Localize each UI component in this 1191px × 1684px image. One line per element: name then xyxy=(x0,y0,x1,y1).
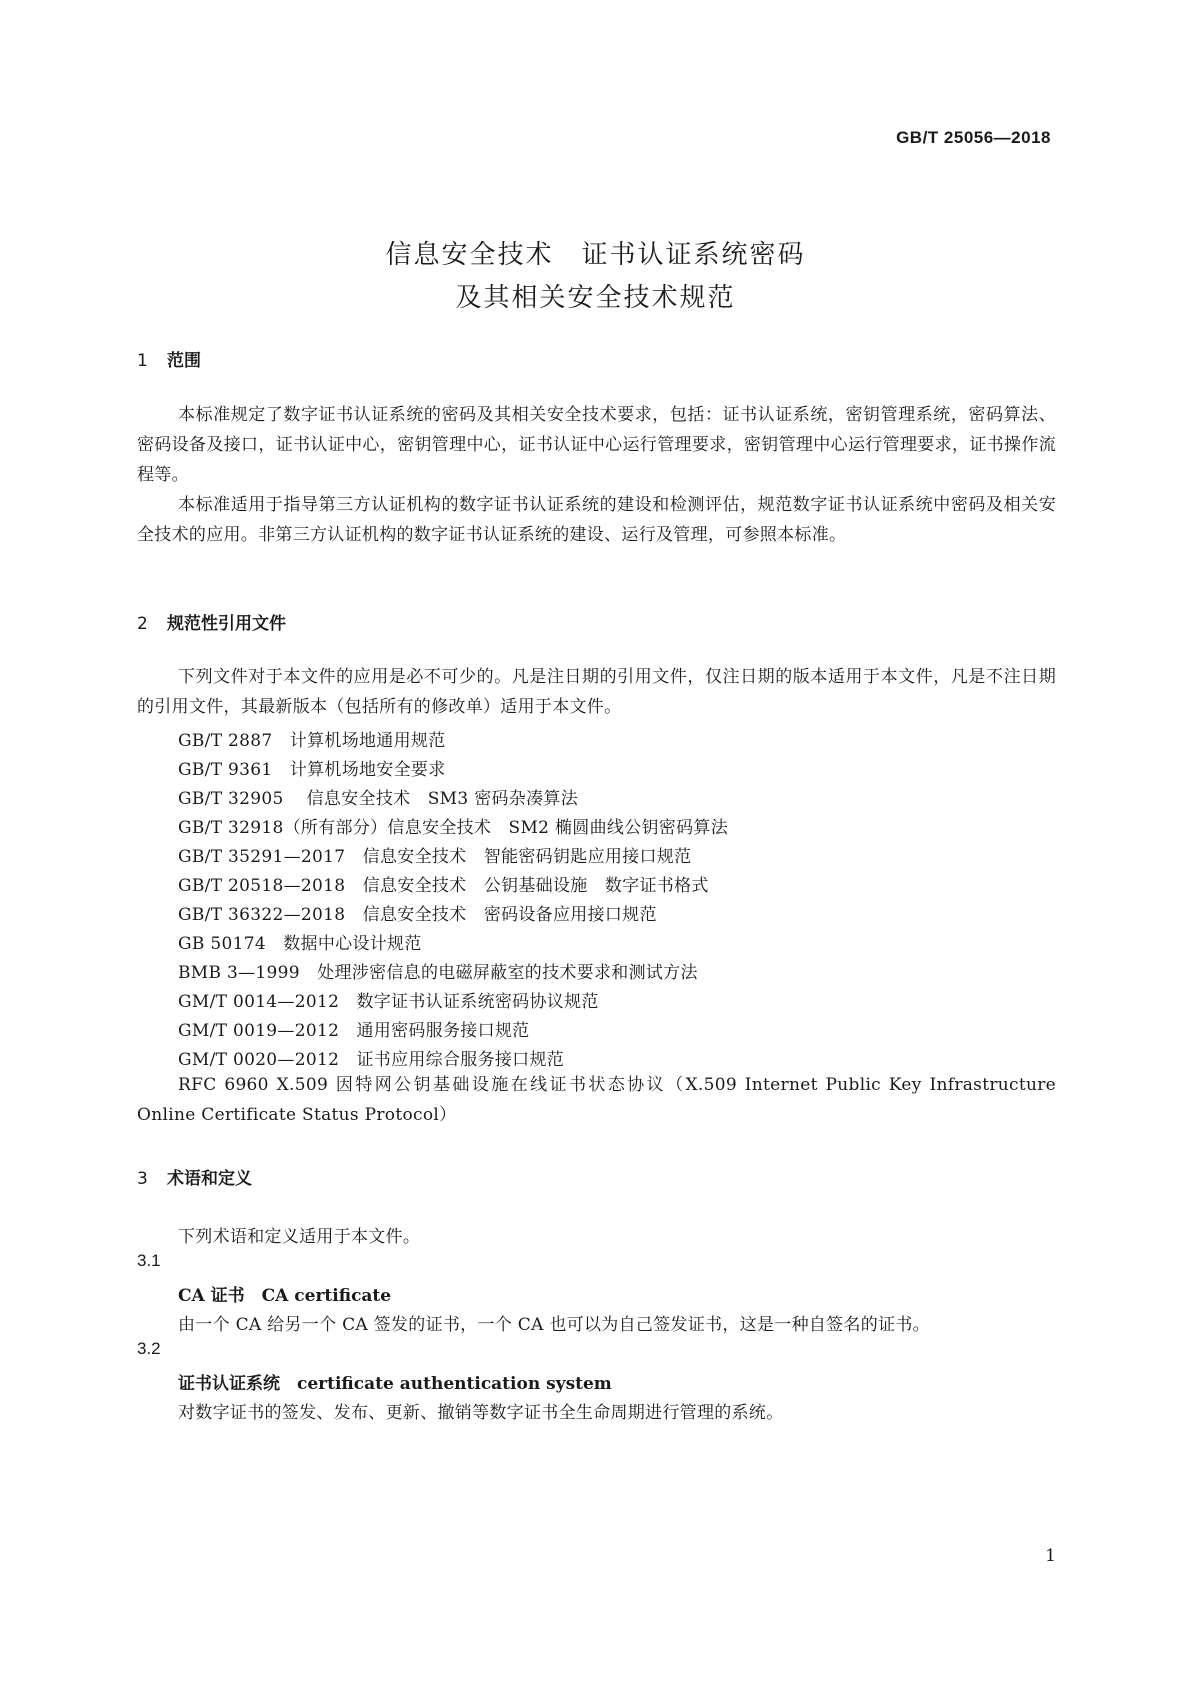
reference-item: BMB 3—1999 处理涉密信息的电磁屏蔽室的技术要求和测试方法 xyxy=(178,963,698,983)
section-title: 术语和定义 xyxy=(167,1169,252,1189)
section-2-heading xyxy=(137,609,286,634)
document-title-line-2: 及其相关安全技术规范 xyxy=(455,283,736,313)
term-definition: 对数字证书的签发、发布、更新、撤销等数字证书全生命周期进行管理的系统。 xyxy=(178,1403,784,1423)
section-title: 规范性引用文件 xyxy=(167,614,286,634)
section-number: 2 xyxy=(137,614,148,634)
term-title: 证书认证系统 certificate authentication system xyxy=(178,1374,612,1394)
section-2-intro: 下列文件对于本文件的应用是必不可少的。凡是注日期的引用文件，仅注日期的版本适用于本文件，凡是不注日期的引用文件，其最新版本（包括所有的修改单）适用于本文件。 xyxy=(137,667,1056,717)
section-1-paragraph: 本标准规定了数字证书认证系统的密码及其相关安全技术要求，包括：证书认证系统，密钥管理系统，密码算法、密码设备及接口，证书认证中心，密钥管理中心，证书认证中心运行管理要求，密钥管理中心运行管理要求，证书操作流程等。 xyxy=(137,405,1056,485)
reference-item: GB/T 2887 计算机场地通用规范 xyxy=(178,731,446,751)
page-number: 1 xyxy=(1045,1546,1056,1566)
term-number: 3.2 xyxy=(137,1339,161,1358)
section-title: 范围 xyxy=(167,351,201,371)
section-3-heading xyxy=(137,1164,252,1189)
reference-item: GB 50174 数据中心设计规范 xyxy=(178,934,422,954)
reference-item: GB/T 32918（所有部分）信息安全技术 SM2 椭圆曲线公钥密码算法 xyxy=(178,818,728,838)
standard-code: GB/T 25056—2018 xyxy=(896,128,1051,147)
reference-item: GB/T 9361 计算机场地安全要求 xyxy=(178,760,446,780)
reference-item: GB/T 32905 信息安全技术 SM3 密码杂凑算法 xyxy=(178,789,578,809)
term-definition: 由一个 CA 给另一个 CA 签发的证书，一个 CA 也可以为自己签发证书，这是一种自签名的证书。 xyxy=(178,1315,930,1335)
reference-item: GB/T 35291—2017 信息安全技术 智能密码钥匙应用接口规范 xyxy=(178,847,692,867)
term-number: 3.1 xyxy=(137,1251,161,1270)
section-1-heading xyxy=(137,346,201,371)
term-title: CA 证书 CA certificate xyxy=(178,1286,392,1306)
section-3-intro: 下列术语和定义适用于本文件。 xyxy=(178,1227,421,1247)
section-1-paragraph: 本标准适用于指导第三方认证机构的数字证书认证系统的建设和检测评估，规范数字证书认证系统中密码及相关安全技术的应用。非第三方认证机构的数字证书认证系统的建设、运行及管理，可参照本标准。 xyxy=(137,495,1056,545)
document-title-line-1: 信息安全技术 证书认证系统密码 xyxy=(385,240,806,270)
section-number: 1 xyxy=(137,351,148,371)
section-number: 3 xyxy=(137,1169,148,1189)
reference-item: GB/T 20518—2018 信息安全技术 公钥基础设施 数字证书格式 xyxy=(178,876,709,896)
reference-item-rfc: RFC 6960 X.509 因特网公钥基础设施在线证书状态协议（X.509 Internet Public Key Infrastructure Online Certificate Status Protocol） xyxy=(137,1075,1056,1125)
reference-item: GB/T 36322—2018 信息安全技术 密码设备应用接口规范 xyxy=(178,905,657,925)
reference-item: GM/T 0020—2012 证书应用综合服务接口规范 xyxy=(178,1050,565,1070)
reference-item: GM/T 0014—2012 数字证书认证系统密码协议规范 xyxy=(178,992,599,1012)
reference-item: GM/T 0019—2012 通用密码服务接口规范 xyxy=(178,1021,530,1041)
